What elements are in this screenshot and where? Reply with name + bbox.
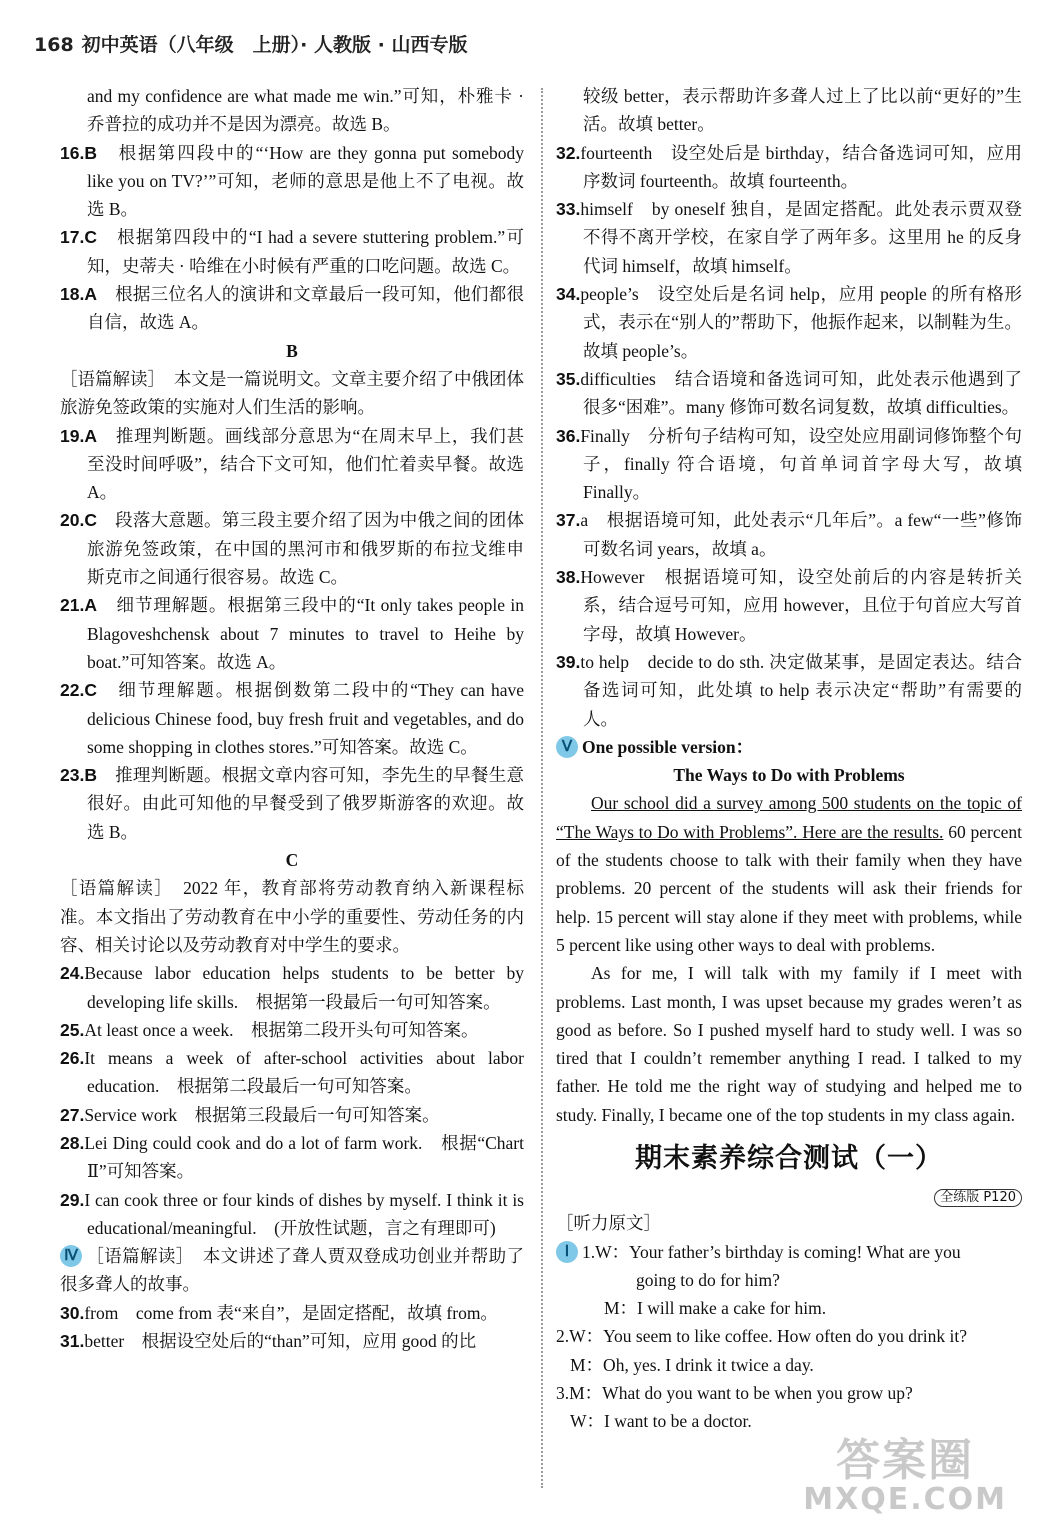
- answer-16: [60, 139, 524, 224]
- page-header: [34, 30, 467, 57]
- dialogue-1-m: M：I will make a cake for him.: [604, 1298, 827, 1319]
- dialogue-1-w: [556, 1238, 1022, 1266]
- listening-label: ［听力原文］: [556, 1213, 661, 1234]
- section-b-note: ［语篇解读］ 本文是一篇说明文。文章主要介绍了中俄团体旅游免签政策的实施对人们生活的影响。: [60, 368, 524, 418]
- answer-number: 32.: [556, 142, 581, 163]
- answer-15-continued: and my confidence are what made me win.”可知，朴雅卡 · 乔普拉的成功并不是因为漂亮。故选 B。: [87, 86, 524, 135]
- answer-number: 27.: [60, 1104, 85, 1125]
- answer-number: 35.: [556, 368, 581, 389]
- answer-text: However 根据语境可知，设空处前后的内容是转折关系，结合逗号可知，应用 however，且位于句首应大写首字母，故填 However。: [580, 567, 1022, 644]
- essay-paragraph-1-text: 60 percent of the students choose to talk with their family when they have problems. 20 percent of the students will ask their friends for help. 15 percent will stay alone if they meet with problems, while 5 percent like using other ways to deal with problems.: [556, 821, 1022, 955]
- essay-paragraph-1: [556, 789, 1022, 959]
- reference-tag-row: [556, 1181, 1022, 1209]
- answer-text: 根据三位名人的演讲和文章最后一段可知，他们都很自信，故选 A。: [87, 284, 525, 333]
- answer-number: 34.: [556, 284, 581, 305]
- dialogue-line: 1.W：Your father’s birthday is coming! What are you: [582, 1241, 961, 1262]
- answer-number: 26.: [60, 1048, 85, 1069]
- answer-23: [60, 761, 524, 846]
- answer-text: better 根据设空处后的“than”可知，应用 good 的比: [84, 1331, 477, 1352]
- answer-37: [556, 506, 1022, 563]
- answer-number: 17.C: [60, 227, 97, 248]
- section-iv-text: ［语篇解读］ 本文讲述了聋人贾双登成功创业并帮助了很多聋人的故事。: [60, 1246, 524, 1295]
- answer-30: [60, 1299, 524, 1327]
- answer-24: [60, 959, 524, 1016]
- answer-text: to help decide to do sth. 决定做某事，是固定表达。结合备选词可知，此处填 to help 表示决定“帮助”有需要的人。: [580, 651, 1022, 729]
- section-c-heading: C: [285, 850, 299, 871]
- answer-19: [60, 422, 524, 507]
- answer-17: [60, 223, 524, 280]
- answer-text: from come from 表“来自”，是固定搭配，故填 from。: [84, 1302, 498, 1323]
- answer-text: 段落大意题。第三段主要介绍了因为中俄之间的团体旅游免签政策，在中国的黑河市和俄罗斯的布拉戈维申斯克市之间通行很容易。故选 C。: [87, 510, 525, 588]
- dialogue-3-w: W：I want to be a doctor.: [570, 1411, 752, 1432]
- section-v-badge: Ⅴ: [556, 736, 578, 758]
- dialogue-3-m: 3.M：What do you want to be when you grow up?: [556, 1383, 913, 1404]
- answer-text: 根据第四段中的“‘How are they gonna put somebody like you on TV?’”可知，老师的意思是他上不了电视。故选 B。: [87, 142, 524, 220]
- book-title: 初中英语（八年级 上册）· 人教版 · 山西专版: [81, 34, 468, 56]
- answer-number: 31.: [60, 1331, 85, 1352]
- essay-paragraph-2: As for me, I will talk with my family if I meet with problems. Last month, I was upset because my grades weren’t as good as before. So I pushed myself hard to study well. I was so tired that I couldn’t remember anything I read. I talked to my father. He told me the right way of studying and helped me to study. Finally, I became one of the top students in my class again.: [556, 963, 1022, 1125]
- section-iv-note: [60, 1242, 524, 1299]
- answer-number: 18.A: [60, 284, 97, 305]
- answer-text: people’s 设空处后是名词 help，应用 people 的所有格形式，表示在“别人的”帮助下，他振作起来，以制鞋为生。故填 people’s。: [580, 284, 1022, 361]
- dialogue-2-m: M：Oh, yes. I drink it twice a day.: [570, 1354, 814, 1375]
- answer-text: I can cook three or four kinds of dishes by myself. I think it is educational/meaningful. (开放性试题，言之有理即可): [84, 1189, 524, 1238]
- answer-text: 细节理解题。根据第三段中的“It only takes people in Blagoveshchensk about 7 minutes to travel to Heihe by boat.”可知答案。故选 A。: [87, 595, 524, 672]
- answer-text: Because labor education helps students to be better by developing life skills. 根据第一段最后一句可知答案。: [84, 963, 524, 1012]
- answer-20: [60, 506, 524, 591]
- answer-text: It means a week of after-school activities about labor education. 根据第二段最后一句可知答案。: [84, 1048, 524, 1097]
- answer-33: [556, 195, 1022, 280]
- answer-31: [60, 1327, 524, 1355]
- answer-number: 21.A: [60, 595, 97, 616]
- answer-21: [60, 591, 524, 676]
- answer-28: [60, 1129, 524, 1186]
- answer-34: [556, 280, 1022, 365]
- essay-title: The Ways to Do with Problems: [673, 765, 905, 786]
- answer-number: 20.C: [60, 510, 97, 531]
- answer-text: 推理判断题。画线部分意思为“在周末早上，我们甚至没时间呼吸”，结合下文可知，他们忙着卖早餐。故选 A。: [87, 425, 524, 503]
- watermark: [803, 1435, 1007, 1517]
- answer-number: 22.C: [60, 680, 97, 701]
- reference-tag: 全练版 P120: [934, 1189, 1022, 1207]
- answer-number: 37.: [556, 510, 581, 531]
- answer-25: [60, 1016, 524, 1044]
- watermark-domain: MXQE.COM: [803, 1482, 1007, 1517]
- page-number: 168: [34, 34, 74, 56]
- answer-text: himself by oneself 独自，是固定搭配。此处表示贾双登不得不离开学校，在家自学了两年多。这里用 he 的反身代词 himself，故填 himself。: [580, 199, 1022, 276]
- test-title: 期末素养综合测试（一）: [635, 1142, 943, 1174]
- section-b-heading: B: [286, 340, 298, 361]
- answer-text: Service work 根据第三段最后一句可知答案。: [84, 1104, 440, 1125]
- section-c-note: ［语篇解读］ 2022 年，教育部将劳动教育纳入新课程标准。本文指出了劳动教育在中小学的重要性、劳动任务的内容、相关讨论以及劳动教育对中学生的要求。: [60, 878, 524, 955]
- answer-number: 36.: [556, 425, 581, 446]
- answer-text: difficulties 结合语境和备选词可知，此处表示他遇到了很多“困难”。many 修饰可数名词复数，故填 difficulties。: [580, 368, 1022, 418]
- answer-39: [556, 648, 1022, 733]
- answer-31-continued: 较级 better，表示帮助许多聋人过上了比以前“更好的”生活。故填 better。: [583, 86, 1022, 135]
- essay-underlined-sentence: Our school did a survey among 500 students on the topic of “The Ways to Do with Problems”. Here are the results.: [556, 793, 1022, 842]
- answer-text: 根据第四段中的“I had a severe stuttering problem.”可知，史蒂夫 · 哈维在小时候有严重的口吃问题。故选 C。: [87, 227, 524, 276]
- answer-number: 28.: [60, 1132, 85, 1153]
- answer-18: [60, 280, 524, 337]
- answer-27: [60, 1101, 524, 1129]
- answer-number: 33.: [556, 199, 581, 220]
- dialogue-2-w: 2.W：You seem to like coffee. How often do you drink it?: [556, 1326, 968, 1347]
- answer-26: [60, 1044, 524, 1101]
- answer-text: 推理判断题。根据文章内容可知，李先生的早餐生意很好。由此可知他的早餐受到了俄罗斯游客的欢迎。故选 B。: [87, 765, 525, 842]
- answer-number: 24.: [60, 963, 85, 984]
- answer-number: 38.: [556, 567, 581, 588]
- answer-number: 16.B: [60, 142, 97, 163]
- right-column: [556, 82, 1022, 1436]
- answer-text: Lei Ding could cook and do a lot of farm work. 根据“Chart Ⅱ”可知答案。: [84, 1132, 524, 1182]
- answer-number: 29.: [60, 1189, 85, 1210]
- answer-number: 23.B: [60, 765, 97, 786]
- answer-number: 39.: [556, 651, 581, 672]
- answer-number: 30.: [60, 1302, 85, 1323]
- watermark-logo-text: 答案圈: [836, 1435, 975, 1486]
- section-v-label: One possible version：: [582, 736, 754, 757]
- answer-32: [556, 139, 1022, 196]
- answer-29: [60, 1186, 524, 1243]
- answer-text: 细节理解题。根据倒数第二段中的“They can have delicious Chinese food, buy fresh fruit and vegetables, and do some shopping in clothes stores.”可知答案。故选 C。: [87, 680, 524, 757]
- answer-text: At least once a week. 根据第二段开头句可知答案。: [84, 1019, 479, 1040]
- column-divider: [541, 88, 543, 1488]
- answer-35: [556, 365, 1022, 422]
- answer-number: 19.A: [60, 425, 97, 446]
- dialogue-1-w-cont: going to do for him?: [636, 1269, 780, 1290]
- answer-38: [556, 563, 1022, 648]
- section-iv-badge: Ⅳ: [60, 1245, 82, 1267]
- section-i-badge: Ⅰ: [556, 1241, 578, 1263]
- answer-text: Finally 分析句子结构可知，设空处应用副词修饰整个句子，finally 符合语境，句首单词首字母大写，故填 Finally。: [580, 425, 1022, 503]
- answer-22: [60, 676, 524, 761]
- answer-number: 25.: [60, 1019, 85, 1040]
- section-v-label-row: [556, 733, 1022, 761]
- left-column: [60, 82, 524, 1355]
- answer-text: a 根据语境可知，此处表示“几年后”。a few“一些”修饰可数名词 years，故填 a。: [580, 510, 1022, 559]
- answer-36: [556, 422, 1022, 507]
- answer-text: fourteenth 设空处后是 birthday，结合备选词可知，应用序数词 fourteenth。故填 fourteenth。: [580, 142, 1022, 191]
